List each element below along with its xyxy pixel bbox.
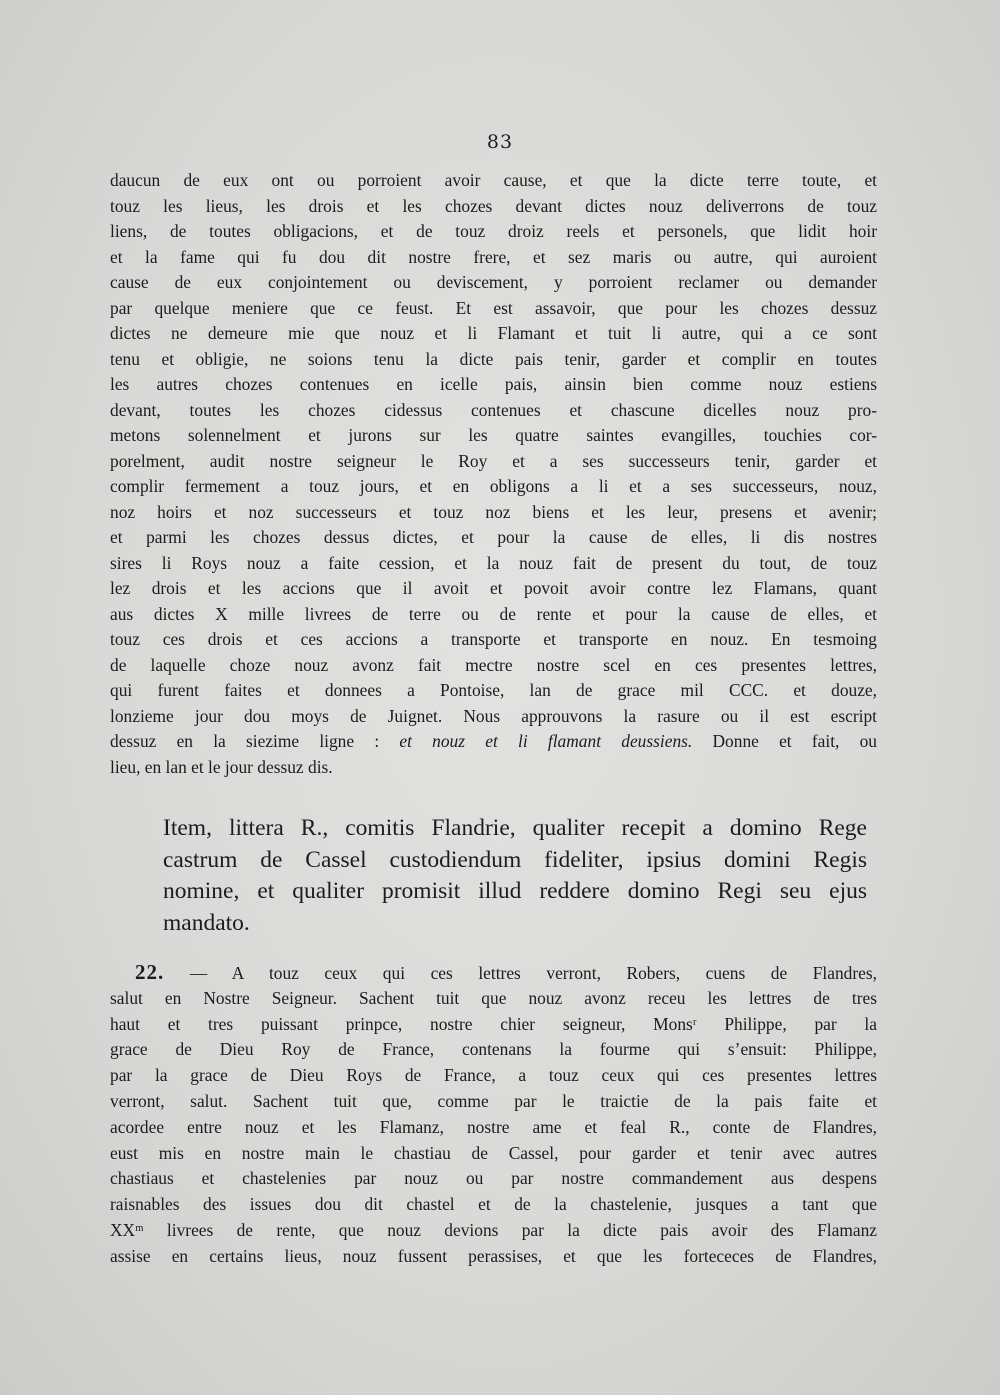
text-line: acordee entre nouz et les Flamanz, nostre ame et feal R., conte de Flandres, [110,1116,877,1137]
text-line: metons solennelment et jurons sur les quatre saintes evangilles, touchies cor- [110,425,877,445]
text-line: par la grace de Dieu Roys de France, a touz ceux qui ces presentes lettres [110,1065,877,1086]
text-line: devant, toutes les chozes cidessus contenues et chascune dicelles nouz pro- [110,399,877,420]
text-line: grace de Dieu Roy de France, contenans la fourme qui s’ensuit: Philippe, [110,1039,877,1060]
text-line: porelment, audit nostre seigneur le Roy et a ses successeurs tenir, garder et [110,450,877,471]
text-line: eust mis en nostre main le chastiau de Cassel, pour garder et tenir avec autres [110,1142,877,1163]
text-line: touz les lieus, les drois et les chozes devant dictes nouz deliverrons de touz [110,195,877,216]
text-line: aus dictes X mille livrees de terre ou de rente et pour la cause de elles, et [110,603,877,624]
text-line: qui furent faites et donnees a Pontoise, lan de grace mil CCC. et douze, [110,680,877,700]
text-line [110,729,877,755]
text-line: haut et tres puissant prinpce, nostre chier seigneur, Monsʳ Philippe, par la [110,1013,877,1034]
summary-line: mandato. [163,909,250,936]
text-line: dictes ne demeure mie que nouz et li Flamant et tuit li autre, qui a ce sont [110,323,877,343]
text-line: lez drois et les accions que il avoit et povoit avoir contre lez Flamans, quant [110,578,877,598]
text-segment: Donne et fait, ou [712,731,877,751]
latin-summary [163,813,867,939]
charter-number: 22. [135,960,165,984]
text-line: tenu et obligie, ne soions tenu la dicte pais tenir, garder et complir en toutes [110,348,877,369]
text-line: liens, de toutes obligacions, et de touz droiz reels et personels, que lidit hoir [110,221,877,241]
text-line: par quelque meniere que ce feust. Et est assavoir, que pour les chozes dessuz [110,297,877,318]
text-line: raisnables des issues dou dit chastel et de la chastelenie, jusques a tant que [110,1194,877,1215]
text-line: de laquelle choze nouz avonz fait mectre nostre scel en ces presentes lettres, [110,654,877,675]
text-line: verront, salut. Sachent tuit que, comme par le traictie de la pais faite et [110,1090,877,1111]
text-line: touz ces drois et ces accions a transporte et transporte en nouz. En tesmoing [110,629,877,649]
text-line: lonzieme jour dou moys de Juignet. Nous approuvons la rasure ou il est escript [110,705,877,726]
text-line: les autres chozes contenues en icelle pais, ainsin bien comme nouz estiens [110,374,877,394]
summary-line: nomine, et qualiter promisit illud reddere domino Regi seu ejus [163,878,867,904]
text-line: et la fame qui fu dou dit nostre frere, et sez maris ou autre, qui auroient [110,246,877,267]
text-line: noz hoirs et noz successeurs et touz noz biens et les leur, presens et avenir; [110,501,877,522]
text-line: et parmi les chozes dessus dictes, et pour la cause de elles, li dis nostres [110,527,877,547]
text-line: cause de eux conjointement ou deviscement, y porroient reclamer ou demander [110,272,877,292]
text-line: sires li Roys nouz a faite cession, et la nouz fait de present du tout, de touz [110,552,877,573]
old-french-charter-text [110,168,877,780]
text-line: assise en certains lieus, nouz fussent perassises, et que les fortececes de Flandres, [110,1245,877,1266]
charter-22 [110,960,877,1270]
text-line: lieu, en lan et le jour dessuz dis. [110,756,333,777]
text-segment: — A touz ceux qui ces lettres verront, Robers, cuens de Flandres, [189,963,877,983]
text-line [110,960,877,986]
summary-line: Item, littera R., comitis Flandrie, qualiter recepit a domino Rege [163,815,867,841]
page-number: 83 [486,131,514,153]
text-line: salut en Nostre Seigneur. Sachent tuit que nouz avonz receu les lettres de tres [110,987,877,1008]
text-line: chastiaus et chastelenies par nouz ou par nostre commandement aus despens [110,1168,877,1189]
text-line: XXᵐ livrees de rente, que nouz devions par la dicte pais avoir des Flamanz [110,1219,877,1240]
summary-line: castrum de Cassel custodiendum fideliter, ipsius domini Regis [163,846,867,873]
italic-quotation: et nouz et li flamant deussiens. [399,731,693,751]
text-line: daucun de eux ont ou porroient avoir cause, et que la dicte terre toute, et [110,170,877,190]
text-line: complir fermement a touz jours, et en obligons a li et a ses successeurs, nouz, [110,476,877,496]
text-segment: dessuz en la siezime ligne : [110,731,380,751]
